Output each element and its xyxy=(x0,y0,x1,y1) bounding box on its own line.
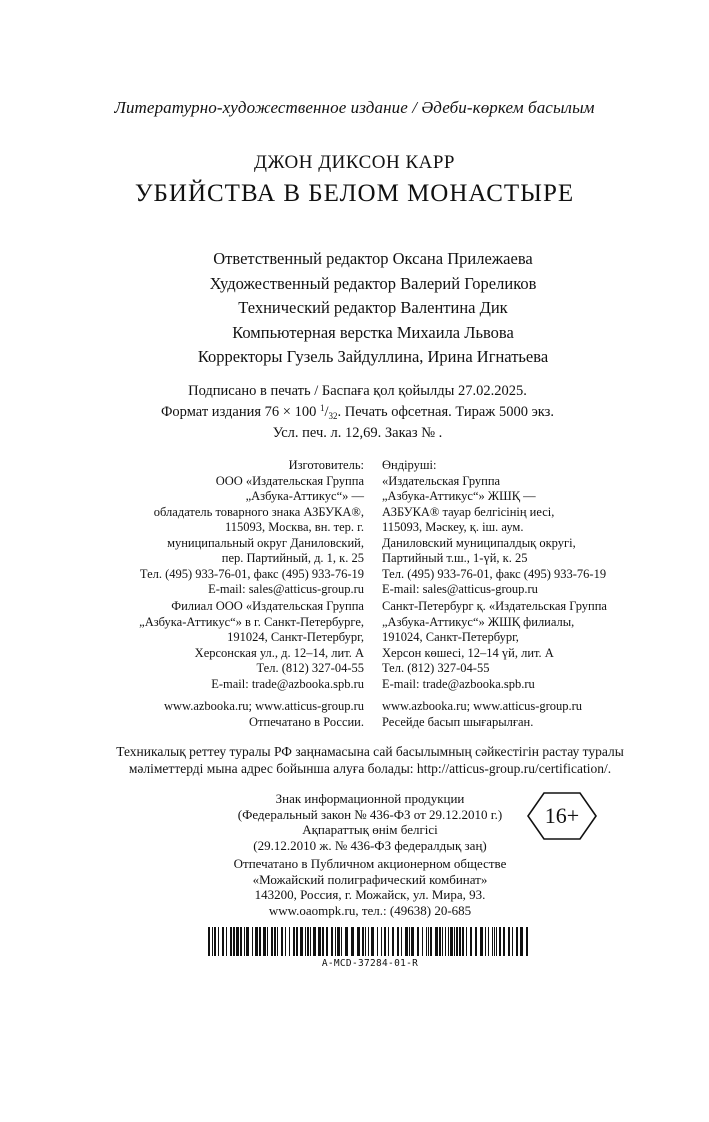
printer-line: www.oaompk.ru, тел.: (49638) 20-685 xyxy=(268,902,472,918)
barcode-bar xyxy=(208,927,210,956)
barcode-bar xyxy=(488,927,489,956)
barcode-bar xyxy=(351,927,354,956)
barcode-bar xyxy=(439,927,441,956)
barcode-bar xyxy=(456,927,458,956)
barcode-bar xyxy=(222,927,224,956)
info-sign-line: Ақпараттық өнім белгісі xyxy=(302,822,438,837)
barcode-bar xyxy=(428,927,429,956)
manufacturer-kz xyxy=(382,458,606,598)
printer-line: «Можайский полиграфический комбинат» xyxy=(252,871,488,887)
book-title: УБИЙСТВА В БЕЛОМ МОНАСТЫРЕ xyxy=(134,180,575,207)
barcode-bar xyxy=(255,927,258,956)
barcode-bar xyxy=(508,927,510,956)
barcode-bar xyxy=(442,927,443,956)
barcode-bar xyxy=(244,927,245,956)
barcode-bar xyxy=(454,927,455,956)
barcode-bar xyxy=(293,927,295,956)
barcode-bar xyxy=(384,927,386,956)
printer-line: 143200, Россия, г. Можайск, ул. Мира, 93. xyxy=(254,887,486,902)
barcode-bar xyxy=(409,927,410,956)
barcode-bar xyxy=(236,927,239,956)
barcode-bar xyxy=(233,927,235,956)
branch-kz-line: Тел. (812) 327-04-55 xyxy=(382,661,490,675)
manufacturer-kz-line: Даниловский муниципалдық округі, xyxy=(382,535,576,550)
barcode-bar xyxy=(337,927,340,956)
edition-type: Литературно-художественное издание / Әдеби-көркем басылым xyxy=(114,98,595,117)
credit-line: Компьютерная верстка Михаила Львова xyxy=(232,322,514,342)
barcode-bar xyxy=(480,927,483,956)
barcode-bar xyxy=(305,927,306,956)
format-numerator: 1 xyxy=(319,403,325,413)
branch-kz xyxy=(382,599,607,692)
manufacturer-ru-line: муниципальный округ Даниловский, xyxy=(167,535,364,550)
barcode-bar xyxy=(450,927,453,956)
barcode-bar xyxy=(357,927,360,956)
format-prefix: Формат издания 76 × 100 xyxy=(160,404,320,420)
manufacturer-ru-line: ООО «Издательская Группа xyxy=(215,473,364,488)
barcode-bar xyxy=(459,927,461,956)
barcode-bar xyxy=(475,927,477,956)
barcode-bar xyxy=(240,927,242,956)
barcode-bar xyxy=(397,927,399,956)
format-line xyxy=(0,400,709,425)
barcode-bar xyxy=(267,927,268,956)
barcode-bar xyxy=(392,927,394,956)
author-name: ДЖОН ДИКСОН КАРР xyxy=(254,152,455,173)
barcode-bar xyxy=(274,927,276,956)
sites-ru-line: www.azbooka.ru; www.atticus-group.ru xyxy=(163,699,364,713)
manufacturer-kz-line: Тел. (495) 933-76-01, факс (495) 933-76-19 xyxy=(382,566,607,581)
barcode-bar xyxy=(218,927,219,956)
barcode-bar xyxy=(214,927,216,956)
barcode-bar xyxy=(313,927,316,956)
barcode-bar xyxy=(345,927,348,956)
credit-line: Технический редактор Валентина Дик xyxy=(238,298,508,317)
barcode-bar xyxy=(520,927,523,956)
barcode-bar xyxy=(466,927,467,956)
barcode-bar xyxy=(318,927,321,956)
barcode-bar xyxy=(422,927,423,956)
barcode-bar xyxy=(494,927,495,956)
barcode-bar xyxy=(300,927,303,956)
sites-kz-line: Ресейде басып шығарылған. xyxy=(382,714,534,729)
branch-kz-line: Херсон көшесі, 12–14 үй, лит. А xyxy=(382,645,554,660)
branch-ru-line: Тел. (812) 327-04-55 xyxy=(256,661,364,675)
barcode-bar xyxy=(362,927,364,956)
info-sign-line: (Федеральный закон № 436-ФЗ от 29.12.2010 г.) xyxy=(237,806,503,822)
tech-regulation-line: Техникалық реттеу туралы РФ заңнамасына сай басылымның сәйкестігін растау туралы xyxy=(116,744,624,759)
barcode-bar xyxy=(296,927,298,956)
branch-kz-line: Санкт-Петербург қ. «Издательская Группа xyxy=(382,599,607,613)
barcode-bar xyxy=(401,927,402,956)
age-rating-label: 16+ xyxy=(544,803,580,828)
manufacturer-kz-line: „Азбука-Аттикус“» ЖШҚ — xyxy=(382,489,536,503)
barcode-bar xyxy=(377,927,378,956)
manufacturer-kz-line: 115093, Мәскеу, қ. іш. аум. xyxy=(382,520,524,534)
credit-line: Корректоры Гузель Зайдуллина, Ирина Игнатьева xyxy=(197,347,549,366)
barcode-bar xyxy=(470,927,472,956)
credit-line: Художественный редактор Валерий Гореликов xyxy=(209,273,537,293)
barcode-bar xyxy=(445,927,446,956)
barcode-bar xyxy=(430,927,432,956)
format-suffix: . Печать офсетная. Тираж 5000 экз. xyxy=(337,404,555,420)
manufacturer-ru-line: пер. Партийный, д. 1, к. 25 xyxy=(221,551,364,565)
credits-block xyxy=(0,247,709,370)
age-rating-badge xyxy=(527,792,597,840)
barcode-bar xyxy=(411,927,414,956)
barcode-bar xyxy=(307,927,309,956)
barcode-bar xyxy=(226,927,227,956)
printer-info xyxy=(0,856,709,918)
manufacturer-ru-line: обладатель товарного знака АЗБУКА®, xyxy=(153,504,364,519)
barcode-bar xyxy=(326,927,328,956)
barcode-bar xyxy=(252,927,253,956)
manufacturer-ru-line: 115093, Москва, вн. тер. г. xyxy=(224,520,364,534)
manufacturer-ru-line: Изготовитель: xyxy=(288,458,364,472)
branch-kz-line: „Азбука-Аттикус“» ЖШҚ филиалы, xyxy=(382,614,575,629)
barcode-bar xyxy=(341,927,342,956)
barcode-bar xyxy=(417,927,419,956)
manufacturer-kz-line: «Издательская Группа xyxy=(382,473,501,488)
barcode-bar xyxy=(212,927,213,956)
manufacturer-kz-line: АЗБУКА® тауар белгісінің иесі, xyxy=(382,504,555,519)
sites-ru xyxy=(164,699,364,730)
barcode-bar xyxy=(289,927,290,956)
barcode-bar xyxy=(499,927,501,956)
barcode-bar xyxy=(230,927,232,956)
branch-kz-line: 191024, Санкт-Петербург, xyxy=(382,630,519,644)
branch-ru xyxy=(139,599,364,692)
barcode-bar xyxy=(246,927,249,956)
barcode-bar xyxy=(322,927,324,956)
barcode-bar xyxy=(371,927,374,956)
barcode-bar xyxy=(426,927,427,956)
publication-info xyxy=(0,383,709,442)
format-denominator: 32 xyxy=(328,411,338,421)
barcode-bar xyxy=(405,927,408,956)
manufacturer-kz-line: Өндіруші: xyxy=(382,458,437,472)
barcode-bar xyxy=(512,927,513,956)
barcode-bar xyxy=(492,927,493,956)
info-sign-line: Знак информационной продукции xyxy=(275,791,465,806)
sites-kz-line: www.azbooka.ru; www.atticus-group.ru xyxy=(382,699,583,713)
barcode-bar xyxy=(388,927,389,956)
sites-ru-line: Отпечатано в России. xyxy=(249,714,364,729)
sheets-line: Усл. печ. л. 12,69. Заказ № . xyxy=(272,425,443,441)
barcode-bar xyxy=(462,927,464,956)
format-slash: / xyxy=(324,404,329,420)
barcode-bar xyxy=(516,927,518,956)
info-product-sign xyxy=(0,791,709,853)
barcode-bar xyxy=(485,927,486,956)
barcode-bar xyxy=(259,927,261,956)
barcode-bar xyxy=(335,927,336,956)
barcode-bar xyxy=(381,927,382,956)
sites-kz xyxy=(382,699,582,730)
tech-regulation-line: мәліметтерді мына адрес бойынша алуға болады: http://atticus-group.ru/certification/. xyxy=(128,761,612,776)
branch-ru-line: 191024, Санкт-Петербург, xyxy=(227,630,364,644)
barcode-bar xyxy=(277,927,278,956)
manufacturer-ru-line: „Азбука-Аттикус“» — xyxy=(245,489,364,503)
barcode-bar xyxy=(281,927,283,956)
barcode-bar xyxy=(503,927,505,956)
manufacturer-kz-line: Партийный т.ш., 1-үй, к. 25 xyxy=(382,551,528,565)
signed-to-print: Подписано в печать / Баспаға қол қойылды 27.02.2025. xyxy=(188,383,527,399)
barcode-bar xyxy=(285,927,286,956)
branch-ru-line: Филиал ООО «Издательская Группа xyxy=(171,599,364,613)
printer-line: Отпечатано в Публичном акционерном обществе xyxy=(233,856,507,871)
barcode-bar xyxy=(368,927,369,956)
barcode-bar xyxy=(526,927,528,956)
tech-regulation-note xyxy=(0,743,709,777)
manufacturer-ru-line: E-mail: sales@atticus-group.ru xyxy=(208,582,364,596)
manufacturer-kz-line: E-mail: sales@atticus-group.ru xyxy=(382,582,538,596)
barcode-bar xyxy=(310,927,311,956)
branch-ru-line: „Азбука-Аттикус“» в г. Санкт-Петербурге, xyxy=(139,614,364,629)
branch-kz-line: E-mail: trade@azbooka.spb.ru xyxy=(382,676,535,691)
barcode-bar xyxy=(435,927,438,956)
barcode-bar xyxy=(496,927,497,956)
info-sign-line: (29.12.2010 ж. № 436-ФЗ федералдық заң) xyxy=(253,837,487,853)
barcode-bar xyxy=(331,927,333,956)
branch-ru-line: Херсонская ул., д. 12–14, лит. А xyxy=(194,645,364,660)
barcode-bar xyxy=(263,927,266,956)
barcode-bar xyxy=(448,927,449,956)
branch-ru-line: E-mail: trade@azbooka.spb.ru xyxy=(211,676,364,691)
barcode-bar xyxy=(271,927,273,956)
manufacturer-ru-line: Тел. (495) 933-76-01, факс (495) 933-76-19 xyxy=(139,566,364,581)
barcode-bar xyxy=(365,927,366,956)
barcode-code: A-MCD-37284-01-R xyxy=(321,958,419,969)
credit-line: Ответственный редактор Оксана Прилежаева xyxy=(213,249,533,268)
manufacturer-ru xyxy=(140,458,364,598)
barcode xyxy=(208,927,532,956)
